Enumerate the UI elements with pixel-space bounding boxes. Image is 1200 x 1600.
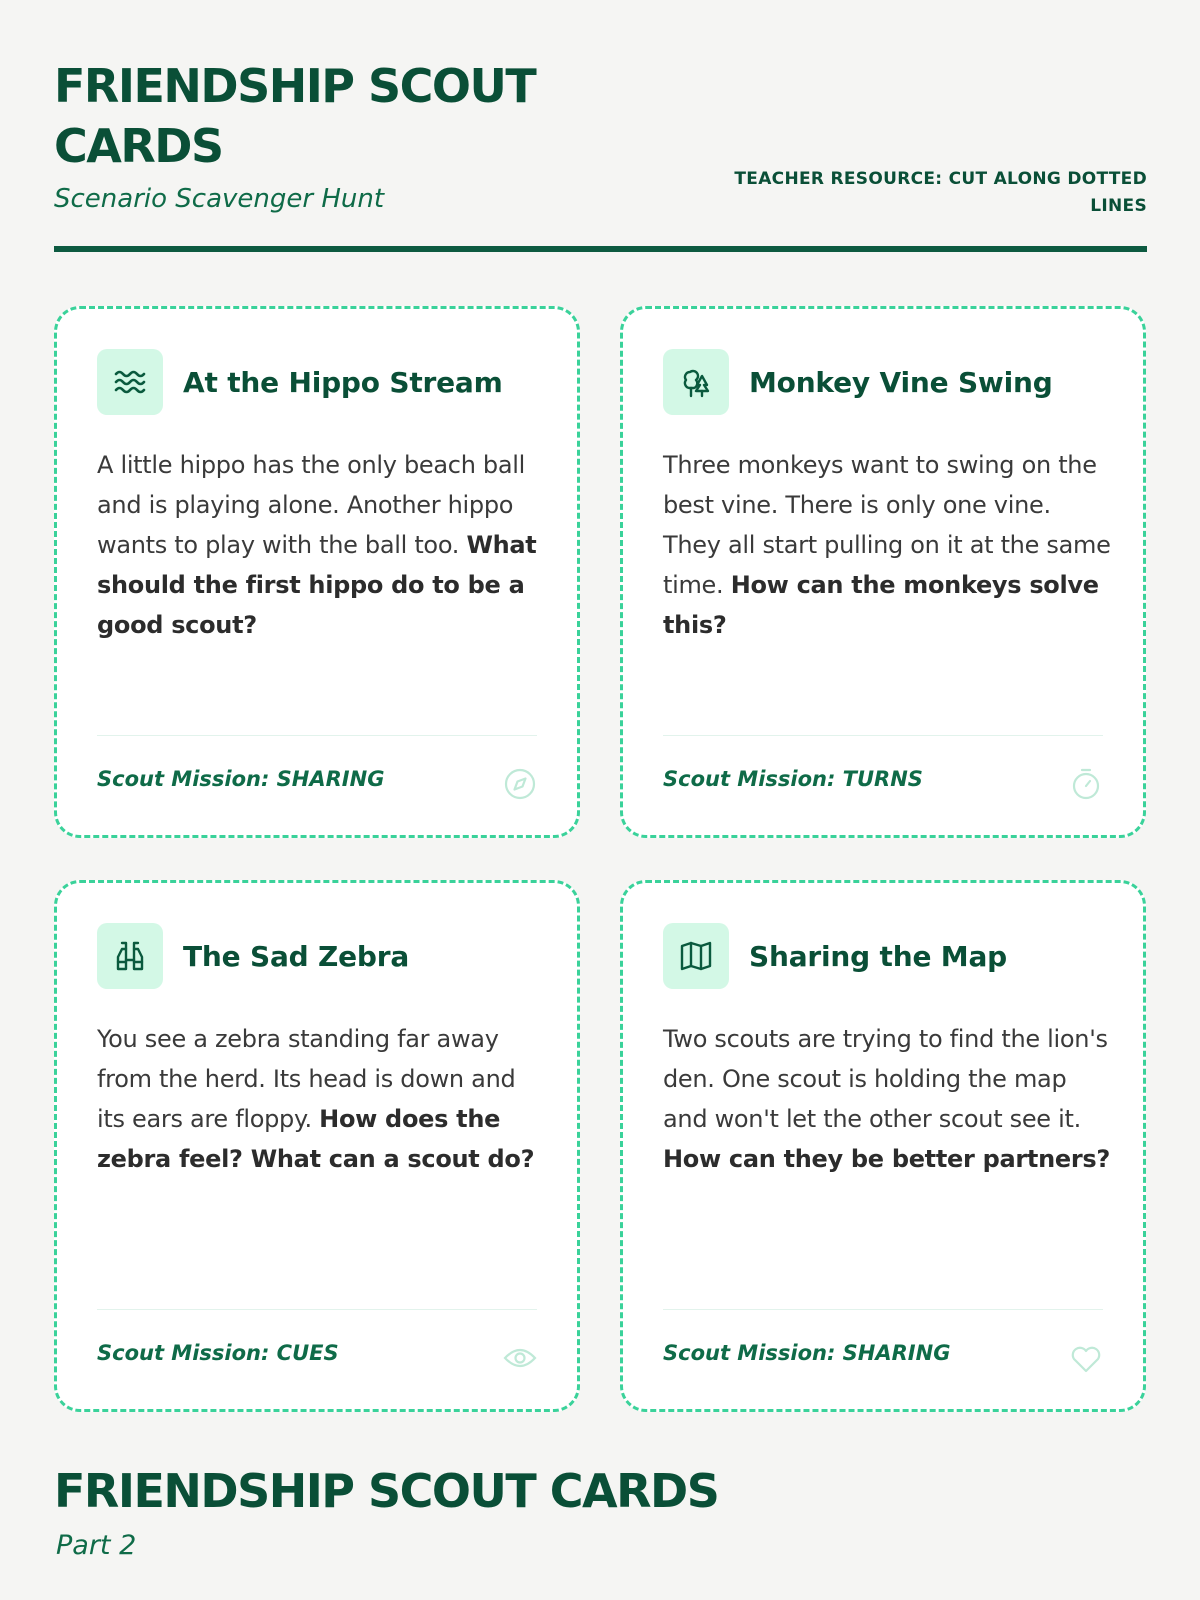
waves-icon (97, 349, 163, 415)
card-title: At the Hippo Stream (183, 365, 503, 399)
card-body-text: You see a zebra standing far away from the herd. Its head is down and its ears are floppy. (97, 1025, 516, 1133)
card-mission: Scout Mission: SHARING (663, 1341, 951, 1365)
card-divider (97, 735, 537, 736)
card-body-text: Three monkeys want to swing on the best vine. There is only one vine. They all start pulling on it at the same time. (663, 451, 1111, 599)
card-divider (663, 1309, 1103, 1310)
section-title: FRIENDSHIP SCOUT CARDS (54, 1464, 719, 1518)
card-body-text: Two scouts are trying to find the lion's den. One scout is holding the map and won't let the other scout see it. (663, 1025, 1108, 1133)
heart-icon (1069, 1341, 1103, 1375)
card-question: What should the first hippo do to be a good scout? (97, 531, 537, 639)
card-mission: Scout Mission: TURNS (663, 767, 923, 791)
section-subtitle: Part 2 (56, 1530, 137, 1561)
card-header (663, 923, 1007, 989)
scenario-card (54, 306, 580, 838)
card-header (97, 923, 409, 989)
scenario-card (620, 306, 1146, 838)
compass-icon (503, 767, 537, 801)
scenario-card (54, 880, 580, 1412)
scenario-card (620, 880, 1146, 1412)
card-body (663, 1019, 1113, 1179)
page-title: FRIENDSHIP SCOUT CARDS (54, 59, 536, 173)
card-question: How can they be better partners? (663, 1145, 1110, 1173)
eye-icon (503, 1341, 537, 1375)
header-divider (54, 246, 1147, 252)
binoculars-icon (97, 923, 163, 989)
timer-icon (1069, 767, 1103, 801)
card-header (97, 349, 503, 415)
card-title: The Sad Zebra (183, 939, 410, 973)
card-title: Sharing the Map (749, 939, 1007, 973)
page-subtitle: Scenario Scavenger Hunt (54, 184, 385, 214)
card-mission: Scout Mission: CUES (97, 1341, 339, 1365)
card-divider (97, 1309, 537, 1310)
page-header (54, 56, 1147, 252)
card-body (97, 445, 547, 645)
card-header (663, 349, 1053, 415)
card-title: Monkey Vine Swing (749, 365, 1053, 399)
card-divider (663, 735, 1103, 736)
map-icon (663, 923, 729, 989)
resource-note: TEACHER RESOURCE: CUT ALONG DOTTED LINES (734, 169, 1147, 216)
card-body (663, 445, 1113, 645)
trees-icon (663, 349, 729, 415)
card-body (97, 1019, 547, 1179)
card-question: How does the zebra feel? What can a scout do? (97, 1105, 535, 1173)
card-mission: Scout Mission: SHARING (97, 767, 385, 791)
card-body-text: A little hippo has the only beach ball and is playing alone. Another hippo wants to play with the ball too. (97, 451, 526, 559)
card-question: How can the monkeys solve this? (663, 571, 1099, 639)
